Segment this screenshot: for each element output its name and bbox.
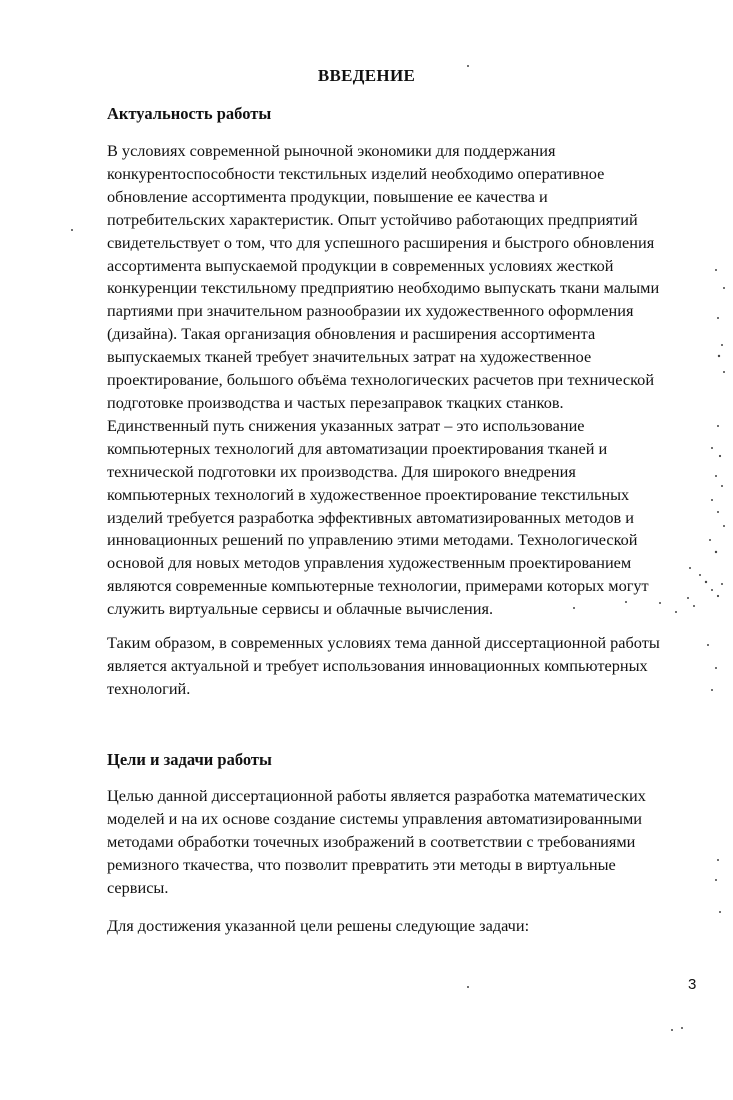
text-line: компьютерных технологий для автоматизации проектирования тканей и xyxy=(107,438,608,458)
text-line: проектирование, большого объёма технологических расчетов при технической xyxy=(107,370,655,390)
section-heading-relevance: Актуальность работы xyxy=(107,104,272,123)
text-line: выпускаемых тканей требует значительных затрат на художественное xyxy=(107,347,592,367)
page-number: 3 xyxy=(688,976,697,993)
text-line: подготовке производства и частых перезаправок ткацких станков. xyxy=(107,392,564,412)
text-line: изделий требуется разработка эффективных автоматизированных методов и xyxy=(107,507,634,527)
text-line: основой для новых методов управления художественным проектированием xyxy=(107,553,632,573)
paragraph-relevance xyxy=(107,140,707,621)
text-line: Таким образом, в современных условиях тема данной диссертационной работы xyxy=(107,633,660,652)
text-line: инновационных решений по управлению этими методами. Технологической xyxy=(107,530,638,550)
text-line: Единственный путь снижения указанных затрат – это использование xyxy=(107,415,585,435)
text-line: являются современные компьютерные технологии, примерами которых могут xyxy=(107,576,649,596)
text-line: технологий. xyxy=(107,678,191,698)
text-line: конкурентоспособности текстильных изделий необходимо оперативное xyxy=(107,163,605,183)
text-line: конкуренции текстильному предприятию необходимо выпускать ткани малыми xyxy=(107,278,660,298)
text-line: сервисы. xyxy=(107,877,169,897)
paragraph-tasks-intro xyxy=(107,915,707,938)
text-line: свидетельствует о том, что для успешного расширения и быстрого обновления xyxy=(107,232,655,252)
text-line: технической подготовки их производства. Для широкого внедрения xyxy=(107,461,576,481)
text-line: Целью данной диссертационной работы является разработка математических xyxy=(107,786,646,805)
text-line: партиями при значительном разнообразии их художественного оформления xyxy=(107,301,634,321)
document-title: ВВЕДЕНИЕ xyxy=(317,66,416,85)
paragraph-goal xyxy=(107,785,707,900)
text-line: ассортимента выпускаемой продукции в современных условиях жесткой xyxy=(107,255,614,275)
text-line: потребительских характеристик. Опыт устойчиво работающих предприятий xyxy=(107,209,638,229)
text-line: (дизайна). Такая организация обновления и расширения ассортимента xyxy=(107,324,596,344)
text-line: обновление ассортимента продукции, повышение ее качества и xyxy=(107,186,548,206)
text-line: ремизного ткачества, что позволит превратить эти методы в виртуальные xyxy=(107,854,616,874)
text-line: служить виртуальные сервисы и облачные вычисления. xyxy=(107,599,494,619)
text-line: компьютерных технологий в художественное проектирование текстильных xyxy=(107,484,630,504)
text-line: Для достижения указанной цели решены следующие задачи: xyxy=(107,916,530,935)
paragraph-conclusion xyxy=(107,632,707,701)
text-line: моделей и на их основе создание системы управления автоматизированными xyxy=(107,808,643,828)
text-line: В условиях современной рыночной экономики для поддержания xyxy=(107,141,556,160)
section-heading-goals: Цели и задачи работы xyxy=(107,750,272,769)
text-line: методами обработки точечных изображений в соответствии с требованиями xyxy=(107,831,636,851)
text-line: является актуальной и требует использования инновационных компьютерных xyxy=(107,655,648,675)
